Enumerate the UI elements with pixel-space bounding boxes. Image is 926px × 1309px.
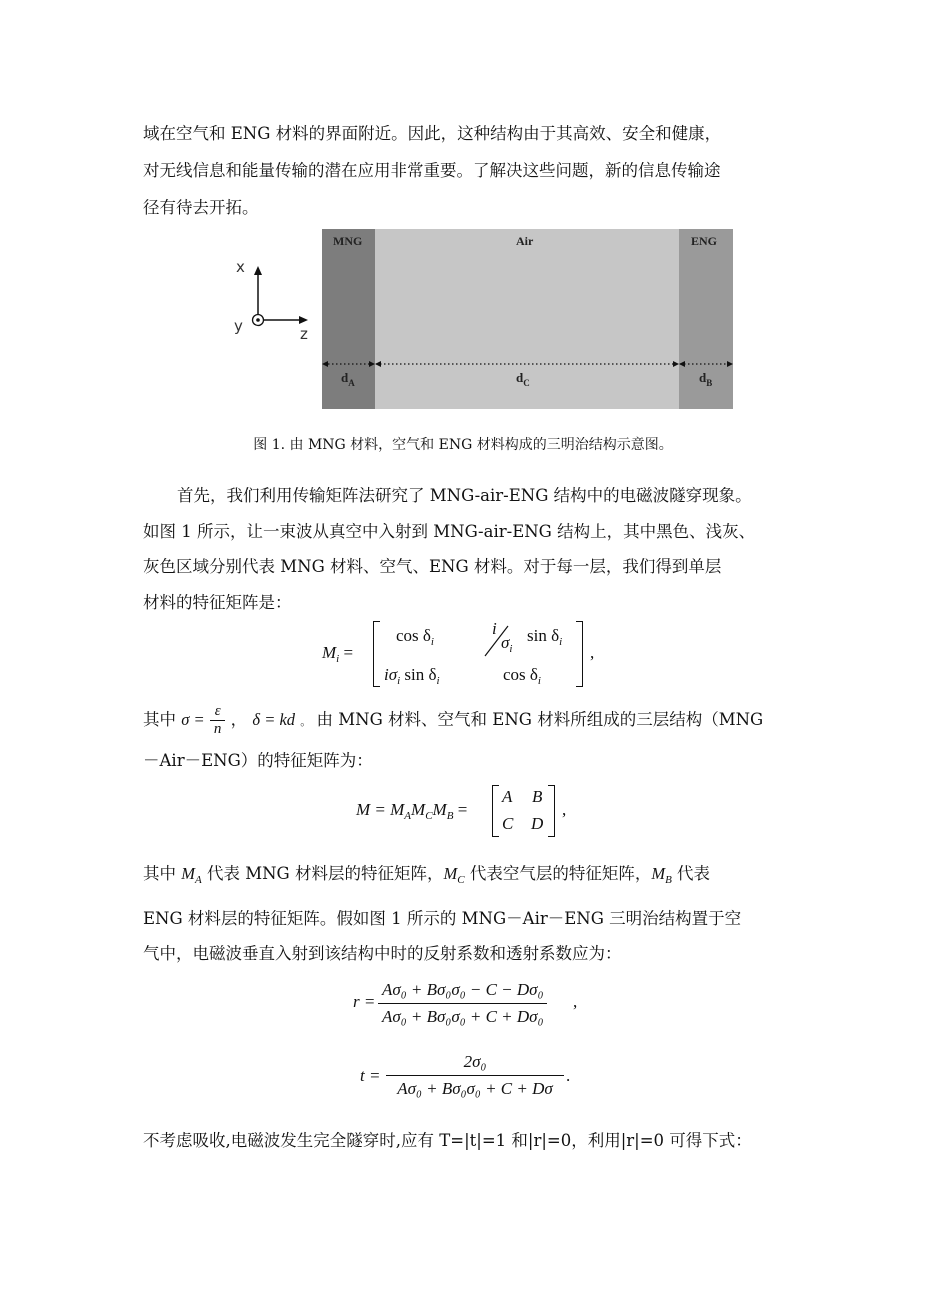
mng-label: MNG (333, 234, 363, 248)
text-line: ENG 材料层的特征矩阵。假如图 1 所示的 MNG－Air－ENG 三明治结构置于空 (143, 909, 742, 928)
matrix-bracket-left (373, 621, 380, 687)
text-line: 域在空气和 ENG 材料的界面附近。因此，这种结构由于其高效、安全和健康， (143, 124, 722, 143)
eq1-comma: , (590, 643, 595, 662)
figure-sandwich-structure (322, 229, 733, 409)
eq-r-lhs: r = (353, 992, 376, 1011)
text-line: 对无线信息和能量传输的潜在应用非常重要。了解决这些问题，新的信息传输途 (143, 161, 721, 180)
axis-z-label: z (300, 325, 308, 343)
eq-t-lhs: t = (360, 1066, 381, 1085)
eq-t-period: . (566, 1066, 571, 1085)
axis-x-label: x (236, 258, 245, 276)
text-line: 首先，我们利用传输矩阵法研究了 MNG-air-ENG 结构中的电磁波隧穿现象。 (177, 486, 752, 505)
eq2-comma: , (562, 800, 567, 819)
thickness-dC-label: $d_C$ (516, 370, 530, 388)
text-line: 气中，电磁波垂直入射到该结构中时的反射系数和透射系数应为： (143, 944, 622, 963)
eq1-a21: $i\sigma_i$ $\sin \delta_i$ (384, 665, 440, 687)
matrix-bracket-right (548, 785, 555, 837)
matrix-definition-line: 其中 $M_A$ 代表 MNG 材料层的特征矩阵，$M_C$ 代表空气层的特征矩阵，$M_B$ 代表 (143, 864, 711, 886)
eq1-a11: $\cos \delta_i$ (396, 626, 434, 648)
eq2-C: C (502, 814, 514, 833)
eng-label: ENG (691, 234, 718, 248)
eq2-B: B (532, 787, 543, 806)
text-line: 灰色区域分别代表 MNG 材料、空气、ENG 材料。对于每一层，我们得到单层 (143, 557, 722, 576)
eq1-a12-sigma: $\sigma_i$ (501, 633, 513, 655)
eq2-D: D (531, 814, 544, 833)
thickness-dA-label: $d_A$ (341, 370, 355, 388)
text-line: 材料的特征矩阵是： (143, 593, 292, 612)
eq1-a12-sin: $\sin \delta_i$ (527, 626, 563, 648)
air-label: Air (516, 234, 534, 248)
eq-r-fraction: Aσ₀ + Bσ₀σ₀ − C − Dσ₀ Aσ₀ + Bσ₀σ₀ + C + Dσ₀ (378, 980, 547, 1027)
figure-caption: 图 1. 由 MNG 材料，空气和 ENG 材料构成的三明治结构示意图。 (253, 437, 673, 453)
axis-y-label: y (234, 317, 243, 335)
thickness-dB-label: $d_B$ (699, 370, 713, 388)
matrix-bracket-left (492, 785, 499, 837)
eq2-A: A (502, 787, 513, 806)
eq1-lhs: $M_i$ = (322, 643, 354, 665)
eq-r-comma: , (573, 992, 578, 1011)
eq1-a12-i: i (492, 619, 497, 638)
sigma-definition-line: 其中 σ = $\frac{\varepsilon}{n}$ ， δ = kd 。 由 MNG 材料、空气和 ENG 材料所组成的三层结构（MNG (143, 703, 764, 737)
eq-t-fraction: 2σ₀ Aσ₀ + Bσ₀σ₀ + C + Dσ (386, 1052, 564, 1099)
eq1-a22: $\cos \delta_i$ (503, 665, 541, 687)
matrix-bracket-right (576, 621, 583, 687)
eq2-lhs: $M = M_AM_CM_B$ = (356, 800, 468, 822)
text-line: 径有待去开拓。 (143, 198, 259, 217)
text-line: －Air－ENG）的特征矩阵为： (143, 751, 373, 770)
text-line: 不考虑吸收,电磁波发生完全隧穿时,应有 T=|t|=1 和|r|=0，利用|r|=0 可得下式： (143, 1131, 752, 1150)
text-line: 如图 1 所示，让一束波从真空中入射到 MNG-air-ENG 结构上，其中黑色、浅灰、 (143, 522, 756, 541)
